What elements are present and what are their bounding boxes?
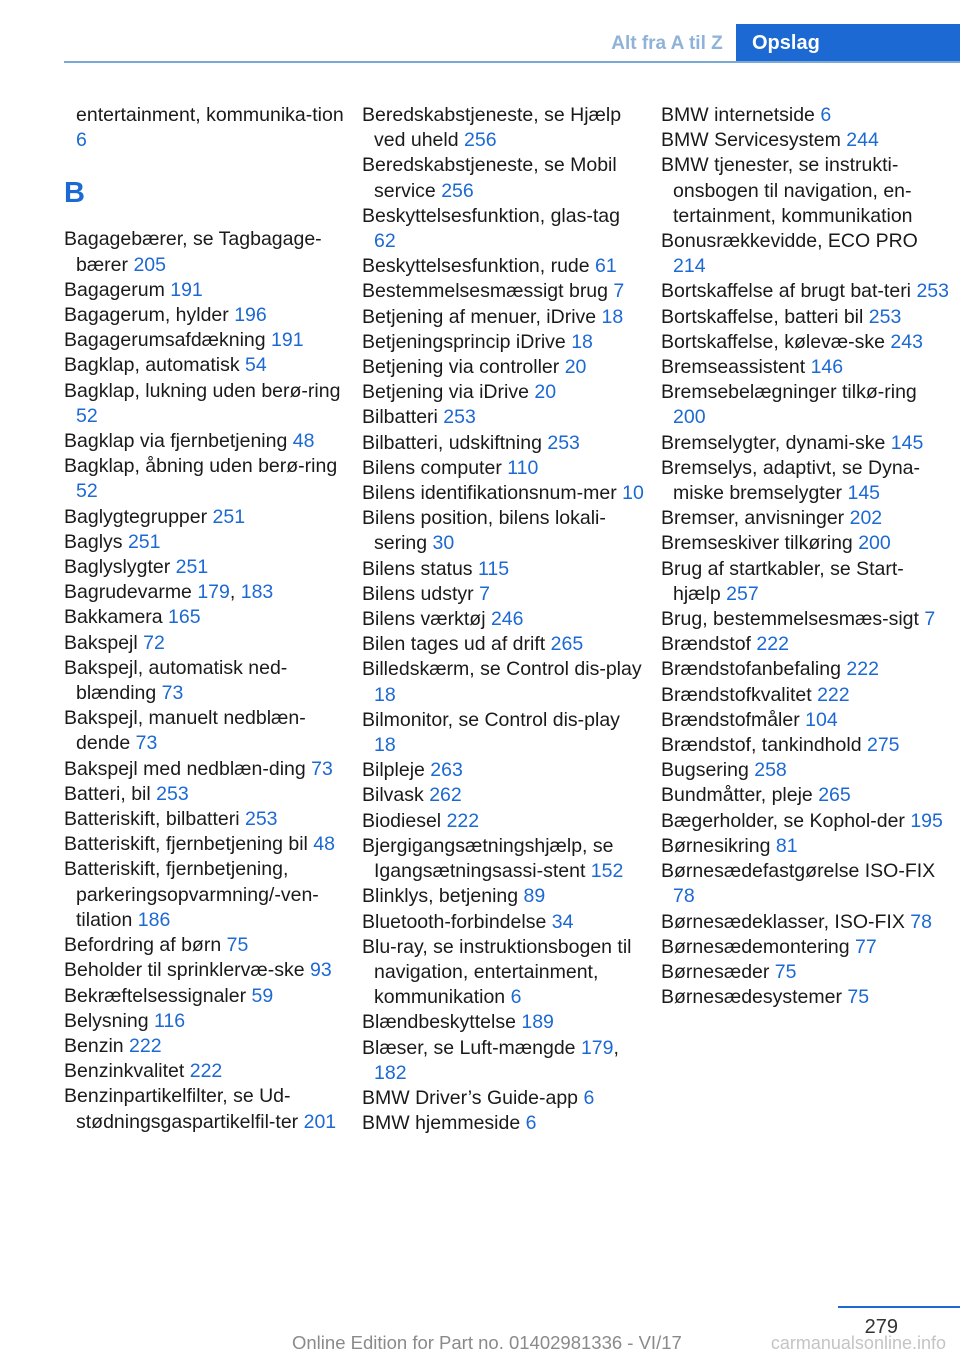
index-entry (64, 1084, 346, 1134)
section-tab[interactable]: Alt fra A til Z (611, 33, 723, 54)
page-reference-link[interactable]: 253 (916, 280, 949, 303)
index-entry (362, 1036, 646, 1086)
index-entry (64, 605, 346, 630)
index-term: Batteriskift, fjernbetjening, parkeringsopvarmning/-ven-tilation (64, 858, 319, 931)
page-reference-link[interactable]: 183 (240, 581, 274, 604)
footer-divider (838, 1306, 960, 1308)
index-term: Bremseskiver tilkøring (661, 532, 859, 555)
index-term: Brændstof (661, 633, 757, 656)
page-reference-link[interactable]: 263 (430, 759, 463, 782)
page-reference-link[interactable]: 34 (551, 910, 574, 933)
index-term: Blæser, se Luft-mængde (362, 1036, 581, 1059)
index-entry (64, 933, 346, 958)
index-term: Beredskabstjeneste, se Hjælp ved uheld (362, 104, 622, 152)
index-term: Børnesædemontering (661, 935, 856, 958)
page-reference-link[interactable]: 257 (726, 582, 759, 605)
index-entry (362, 153, 646, 203)
index-term: Børnesædefastgørelse ISO-FIX (661, 860, 936, 883)
index-term: Brændstofanbefaling (661, 658, 847, 681)
index-term: Børnesædesystemer (661, 986, 848, 1009)
index-entry (661, 935, 951, 960)
page-reference-link[interactable]: 253 (156, 782, 189, 805)
page-reference-link[interactable]: 246 (490, 608, 524, 631)
page-reference-link[interactable]: 179 (580, 1036, 614, 1059)
index-term: Bagklap, åbning uden berø-ring (64, 455, 338, 478)
index-entry (661, 632, 951, 657)
index-entry (64, 328, 346, 353)
page-reference-link[interactable]: 258 (754, 759, 787, 782)
index-term: Batteriskift, fjernbetjening bil (64, 833, 314, 856)
page-reference-link[interactable]: 61 (595, 255, 617, 278)
index-term: Beskyttelsesfunktion, glas-tag (362, 204, 620, 227)
index-column-3 (661, 103, 951, 1010)
index-entry (64, 530, 346, 555)
index-entry (64, 278, 346, 303)
index-entry (64, 580, 346, 605)
index-entry (362, 405, 646, 430)
index-term: Bakkamera (64, 606, 169, 629)
index-term: Bagagebærer, se Tagbagage-bærer (64, 228, 322, 276)
index-term: Bestemmelsesmæssigt brug (362, 280, 614, 303)
index-entry (362, 456, 646, 481)
index-term: BMW Driver’s Guide-app (362, 1086, 584, 1109)
page-reference-link[interactable]: 89 (523, 885, 546, 908)
index-entry (64, 103, 346, 153)
page-reference-link[interactable]: 186 (137, 908, 171, 931)
index-entry (661, 103, 951, 128)
index-entry (362, 506, 646, 556)
index-entry (661, 607, 951, 632)
index-term: Bilens position, bilens lokali-sering (362, 507, 606, 555)
page-reference-link[interactable]: 165 (168, 606, 201, 629)
index-term: Bortskaffelse, batteri bil (661, 305, 869, 328)
index-entry (661, 506, 951, 531)
page-reference-link[interactable]: 202 (849, 507, 883, 530)
page-reference-link[interactable]: 6 (583, 1086, 595, 1109)
page-reference-link[interactable]: 20 (564, 356, 587, 379)
index-term: Bilbatteri, udskiftning (362, 431, 548, 454)
page-reference-link[interactable]: 200 (858, 532, 891, 555)
index-term: BMW internetside (661, 104, 821, 126)
page-reference-link[interactable]: 145 (847, 482, 881, 505)
index-term: Blinklys, betjening (362, 885, 524, 908)
index-entry (64, 1059, 346, 1084)
index-term: Baglyslygter (64, 556, 176, 579)
index-term: Bortskaffelse af brugt bat-teri (661, 280, 917, 303)
page-reference-link[interactable]: 110 (507, 456, 539, 479)
page-reference-link[interactable]: 253 (868, 305, 902, 328)
page-reference-link[interactable]: 18 (374, 683, 396, 706)
index-entry (64, 832, 346, 857)
index-term: Beredskabstjeneste, se Mobil service (362, 154, 617, 202)
index-entry (64, 857, 346, 933)
index-entry (362, 910, 646, 935)
index-term: Børnesikring (661, 834, 776, 857)
index-term: Bagrudevarme (64, 581, 198, 604)
index-term: Bilpleje (362, 759, 431, 782)
index-entry (661, 279, 951, 304)
index-term: Bagagerum (64, 278, 171, 301)
index-entry (64, 807, 346, 832)
index-term: Bremselygter, dynami-ske (661, 431, 891, 454)
index-term: Bugsering (661, 759, 755, 782)
index-entry (362, 783, 646, 808)
index-entry (661, 229, 951, 279)
index-term: Bremseassistent (661, 356, 811, 379)
index-term: Bilens udstyr (362, 582, 480, 605)
index-entry (661, 910, 951, 935)
page-reference-link[interactable]: 251 (175, 556, 209, 579)
index-term: Bægerholder, se Kophol-der (661, 809, 911, 832)
index-entry (362, 431, 646, 456)
index-term: Beskyttelsesfunktion, rude (362, 255, 596, 278)
index-term: Børnesædeklasser, ISO-FIX (661, 910, 911, 933)
index-entry (64, 303, 346, 328)
index-entry (64, 782, 346, 807)
index-term: Bremsebelægninger tilkø-ring (661, 381, 917, 404)
index-term: Batteriskift, bilbatteri (64, 808, 245, 831)
page-reference-link[interactable]: 75 (847, 986, 870, 1009)
index-term: Bagagerumsafdækning (64, 329, 272, 352)
index-entry (661, 557, 951, 607)
index-entry (661, 834, 951, 859)
index-entry (64, 656, 346, 706)
index-term: Bjergigangsætningshjælp, se Igangsætningsassi-stent (362, 834, 614, 883)
page-reference-link[interactable]: 243 (890, 330, 923, 353)
index-term: Billedskærm, se Control dis-play (362, 658, 642, 681)
index-entry (661, 431, 951, 456)
index-entry (661, 809, 951, 834)
index-term: Biodiesel (362, 809, 447, 832)
index-term: BMW tjenester, se instrukti-onsbogen til navigation, en-tertainment, kommunikation (661, 154, 913, 227)
page-reference-link[interactable]: 222 (756, 633, 789, 656)
index-entry (362, 279, 646, 304)
index-term: Batteri, bil (64, 782, 157, 805)
index-entry (661, 657, 951, 682)
index-entry (64, 1034, 346, 1059)
index-term: Betjening via iDrive (362, 381, 535, 404)
page-reference-link[interactable]: 10 (622, 482, 644, 505)
index-term: Bluetooth-forbindelse (362, 910, 552, 933)
index-entry (362, 1086, 646, 1111)
index-entry (64, 555, 346, 580)
index-entry (661, 128, 951, 153)
page-reference-link[interactable]: 152 (590, 860, 624, 883)
index-entry (661, 380, 951, 430)
index-entry (362, 632, 646, 657)
page-reference-link[interactable]: 72 (143, 631, 165, 654)
index-entry (661, 456, 951, 506)
page-reference-link[interactable]: 104 (805, 708, 838, 731)
page-reference-link[interactable]: 179 (197, 581, 230, 604)
index-term: Benzin (64, 1034, 130, 1057)
page-reference-link[interactable]: 48 (292, 430, 315, 453)
index-entry (64, 757, 346, 782)
page-reference-link[interactable]: 146 (810, 356, 844, 379)
index-term: Bilens status (362, 557, 478, 580)
index-entry (64, 227, 346, 277)
index-entry (362, 708, 646, 758)
page-reference-link[interactable]: 201 (303, 1110, 337, 1133)
index-term: Brændstof, tankindhold (661, 734, 867, 757)
page-reference-link[interactable]: 222 (446, 809, 480, 832)
index-entry (362, 1010, 646, 1035)
page-reference-link[interactable]: 251 (212, 505, 246, 528)
index-term: Bilen tages ud af drift (362, 633, 551, 656)
page-reference-link[interactable]: 200 (673, 406, 706, 429)
index-term: BMW hjemmeside (362, 1112, 526, 1135)
page-reference-link[interactable]: 93 (310, 959, 332, 982)
page-reference-link[interactable]: 6 (820, 104, 832, 126)
page-reference-link[interactable]: 73 (161, 682, 184, 705)
index-term: Bundmåtter, pleje (661, 784, 819, 807)
index-entry (661, 153, 951, 229)
index-entry (661, 859, 951, 909)
index-entry (362, 809, 646, 834)
index-entry (362, 657, 646, 707)
page-reference-link[interactable]: 115 (477, 557, 510, 580)
page-reference-link[interactable]: 18 (374, 734, 396, 757)
page-reference-link[interactable]: 205 (133, 253, 166, 276)
index-term: Blændbeskyttelse (362, 1011, 522, 1034)
index-entry (362, 355, 646, 380)
index-term: Bilens værktøj (362, 608, 491, 631)
index-term: Bagagerum, hylder (64, 304, 235, 327)
page-reference-link[interactable]: 145 (890, 431, 924, 454)
page-reference-link[interactable]: 77 (855, 935, 877, 958)
index-entry (661, 733, 951, 758)
index-term: Betjeningsprincip iDrive (362, 330, 572, 353)
edition-note: Online Edition for Part no. 01402981336 - VI/17 (292, 1332, 682, 1353)
index-entry (362, 582, 646, 607)
page-reference-link[interactable]: 7 (613, 280, 625, 303)
page-reference-link[interactable]: 6 (76, 129, 87, 152)
index-column-2 (362, 103, 646, 1136)
index-entry (362, 557, 646, 582)
index-term: Bilmonitor, se Control dis-play (362, 708, 620, 731)
section-letter: B (64, 177, 85, 210)
index-term: Befordring af børn (64, 934, 227, 957)
index-entry (661, 355, 951, 380)
page-reference-link[interactable]: 52 (76, 480, 98, 503)
index-term: Brug, bestemmelsesmæs-sigt (661, 608, 925, 631)
index-term: Bonusrækkevidde, ECO PRO (661, 230, 918, 253)
index-term: Betjening via controller (362, 356, 565, 379)
page-reference-link[interactable]: 59 (251, 984, 274, 1007)
index-term: Blu-ray, se instruktionsbogen til navigation, entertainment, kommunikation (362, 935, 632, 1009)
index-entry (661, 985, 951, 1010)
page-reference-link[interactable]: 6 (525, 1112, 537, 1135)
page-reference-link[interactable]: 275 (866, 734, 900, 757)
index-entry (362, 935, 646, 1011)
page-reference-link[interactable]: 256 (464, 129, 497, 152)
index-entry (362, 1111, 646, 1136)
index-entry (661, 683, 951, 708)
page-reference-link[interactable]: 52 (76, 404, 98, 427)
index-term: Baglygtegrupper (64, 505, 213, 528)
index-entry (64, 958, 346, 983)
index-term: Bilens computer (362, 456, 508, 479)
page-reference-link[interactable]: 7 (924, 608, 936, 631)
page-reference-link[interactable]: 7 (479, 582, 490, 605)
index-entry (661, 960, 951, 985)
index-entry (661, 531, 951, 556)
index-entry (362, 481, 646, 506)
index-entry (362, 834, 646, 884)
header-divider (64, 61, 960, 63)
page-reference-link[interactable]: 48 (313, 833, 335, 856)
index-term: Bagklap, lukning uden berø-ring (64, 379, 341, 402)
index-term: Bakspejl (64, 631, 144, 654)
index-term: Bilbatteri (362, 406, 444, 429)
index-entry (64, 984, 346, 1009)
index-entry (64, 429, 346, 454)
page-reference-link[interactable]: 244 (846, 129, 879, 152)
page-reference-link[interactable]: 73 (135, 732, 158, 755)
index-entry (64, 454, 346, 504)
page-reference-link[interactable]: 78 (673, 885, 695, 908)
page-reference-link[interactable]: 222 (129, 1034, 162, 1057)
index-entry (661, 783, 951, 808)
index-entry (661, 708, 951, 733)
page-reference-link[interactable]: 222 (817, 683, 850, 706)
page-reference-link[interactable]: 18 (601, 305, 624, 328)
index-entry (64, 353, 346, 378)
index-term: Bekræftelsessignaler (64, 984, 252, 1007)
page-reference-link[interactable]: 191 (170, 278, 203, 301)
page-number: 279 (864, 1316, 898, 1338)
index-term: BMW Servicesystem (661, 129, 847, 152)
index-entry (661, 758, 951, 783)
index-term: Benzinkvalitet (64, 1060, 190, 1083)
index-entry (362, 254, 646, 279)
index-term: Bagklap, automatisk (64, 354, 246, 377)
page-reference-link[interactable]: 191 (271, 329, 304, 352)
page-reference-link[interactable]: 222 (846, 658, 879, 681)
page-separator: , (229, 581, 241, 604)
page-reference-link[interactable]: 253 (443, 406, 476, 429)
page-reference-link[interactable]: 75 (226, 934, 249, 957)
index-entry (64, 379, 346, 429)
page-reference-link[interactable]: 196 (234, 304, 267, 327)
index-entry (64, 631, 346, 656)
page-reference-link[interactable]: 182 (374, 1061, 407, 1084)
index-term: Betjening af menuer, iDrive (362, 305, 602, 328)
page-header (0, 0, 960, 62)
index-term: Bortskaffelse, kølevæ-ske (661, 330, 891, 353)
index-entry (362, 884, 646, 909)
page-reference-link[interactable]: 189 (521, 1011, 554, 1034)
page-reference-link[interactable]: 265 (550, 633, 584, 656)
page-reference-link[interactable]: 54 (245, 354, 267, 377)
page-reference-link[interactable]: 253 (244, 808, 278, 831)
index-entry (661, 305, 951, 330)
index-entry (64, 505, 346, 530)
watermark: carmanualsonline.info (770, 1333, 946, 1353)
index-term: Bakspejl, automatisk ned-blænding (64, 656, 288, 705)
index-entry (362, 103, 646, 153)
index-term: Bilens identifikationsnum-mer (362, 482, 623, 505)
index-entry (362, 380, 646, 405)
index-entry (362, 607, 646, 632)
index-entry (362, 204, 646, 254)
index-term: Benzinpartikelfilter, se Ud-stødningsgaspartikelfil-ter (64, 1085, 304, 1133)
page-reference-link[interactable]: 222 (189, 1060, 223, 1083)
index-column-1 (64, 103, 346, 1135)
index-term: Bilvask (362, 784, 430, 807)
index-term: Bremselys, adaptivt, se Dyna-miske bremselygter (661, 456, 921, 505)
page-reference-link[interactable]: 256 (441, 179, 474, 202)
index-entry (661, 330, 951, 355)
index-term: entertainment, kommunika-tion (76, 104, 344, 126)
page-reference-link[interactable]: 6 (510, 986, 522, 1009)
index-term: Bakspejl, manuelt nedblæn-dende (64, 707, 306, 755)
index-term: Brændstofkvalitet (661, 683, 818, 706)
page-separator: , (613, 1036, 619, 1059)
index-term: Børnesæder (661, 960, 775, 983)
index-term: Baglys (64, 530, 128, 553)
page-reference-link[interactable]: 75 (774, 960, 797, 983)
page-reference-link[interactable]: 30 (432, 532, 455, 555)
page-reference-link[interactable]: 195 (910, 809, 943, 832)
index-entry (362, 758, 646, 783)
page-reference-link[interactable]: 73 (311, 757, 333, 780)
index-term: Beholder til sprinklervæ-ske (64, 959, 311, 982)
index-entry (362, 330, 646, 355)
page-reference-link[interactable]: 62 (374, 230, 396, 253)
page-reference-link[interactable]: 251 (127, 530, 161, 553)
index-term: Brug af startkabler, se Start-hjælp (661, 557, 904, 605)
page-reference-link[interactable]: 262 (429, 784, 462, 807)
index-term: Bremser, anvisninger (661, 507, 850, 530)
page-reference-link[interactable]: 18 (571, 330, 593, 353)
page-reference-link[interactable]: 81 (775, 834, 798, 857)
index-entry (64, 706, 346, 756)
index-term: Bagklap via fjernbetjening (64, 430, 293, 453)
index-term: Belysning (64, 1009, 154, 1032)
page-reference-link[interactable]: 116 (153, 1009, 186, 1032)
page-reference-link[interactable]: 78 (910, 910, 932, 933)
active-tab-opslag[interactable]: Opslag (736, 24, 960, 62)
page-reference-link[interactable]: 214 (673, 255, 706, 278)
index-entry (64, 1009, 346, 1034)
index-term: Bakspejl med nedblæn-ding (64, 757, 312, 780)
page-reference-link[interactable]: 20 (534, 381, 557, 404)
index-term: Brændstofmåler (661, 708, 806, 731)
page-reference-link[interactable]: 265 (818, 784, 851, 807)
page-reference-link[interactable]: 253 (547, 431, 580, 454)
index-entry (362, 305, 646, 330)
